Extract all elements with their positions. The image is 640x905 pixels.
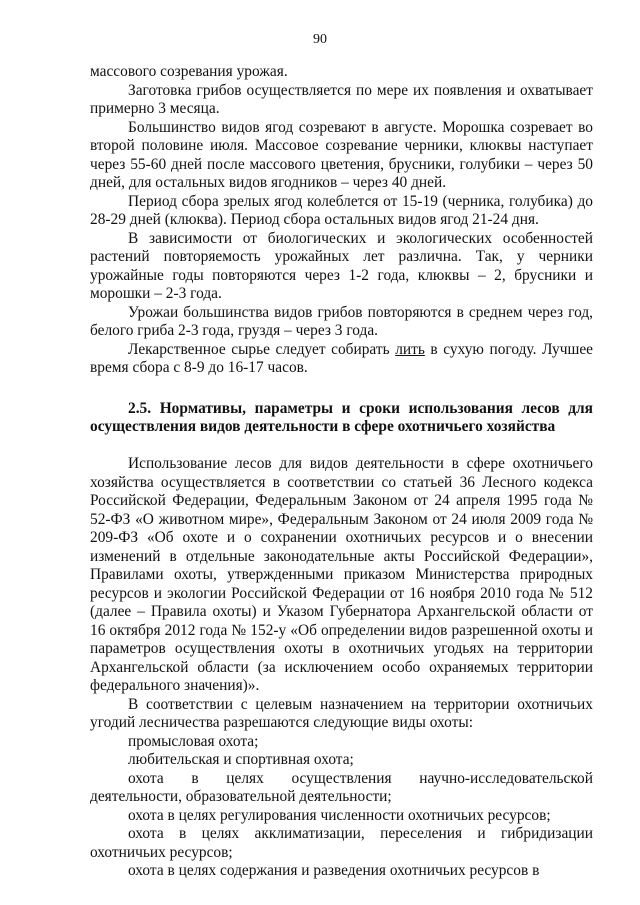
document-body xyxy=(90,63,593,881)
section-heading: 2.5. Нормативы, параметры и сроки использования лесов для осуществления видов деятельности в сфере охотничьего хозяйства xyxy=(90,399,593,435)
paragraph-mushroom-yield: Урожаи большинства видов грибов повторяются в среднем через год, белого гриба 2-3 года, груздя – через 3 года. xyxy=(90,303,593,339)
list-item: охота в целях содержания и разведения охотничьих ресурсов в xyxy=(128,862,540,879)
paragraph-mushroom-harvest: Заготовка грибов осуществляется по мере их появления и охватывает примерно 3 месяца. xyxy=(90,81,593,117)
paragraph-continuation: массового созревания урожая. xyxy=(90,63,288,80)
paragraph-medicinal-raw xyxy=(90,341,593,378)
paragraph-hunting-legal-basis: Использование лесов для видов деятельности в сфере охотничьего хозяйства осуществляется в соответствии со статьей 36 Лесного кодекса Российской Федерации, Федеральным Законом от 24 апреля 1995 года № 52-ФЗ «О животном мире», Федеральным Законом от 24 июля 2009 года № 209-ФЗ «Об охоте и о сохранении охотничьих ресурсов и о внесении изменений в отдельные законодательные акты Российской Федерации», Правилами охоты, утвержденными приказом Министерства природных ресурсов и экологии Российской Федерации от 16 ноября 2010 года № 512 (далее – Правила охоты) и Указом Губернатора Архангельской области от 16 октября 2012 года № 152-у «Об определении видов разрешенной охоты и параметров осуществления охоты в охотничьих угодьях на территории Архангельской области (за исключением особо охраняемых территории федерального значения)». xyxy=(90,455,593,694)
underlined-word: лить xyxy=(395,340,425,358)
list-item: охота в целях акклиматизации, переселения и гибридизации охотничьих ресурсов; xyxy=(90,825,593,861)
list-item: охота в целях осуществления научно-исследовательской деятельности, образовательной деятельности; xyxy=(90,769,593,805)
page-number: 90 xyxy=(313,32,327,47)
list-item: охота в целях регулирования численности охотничьих ресурсов; xyxy=(128,806,551,824)
paragraph-berry-ripening: Большинство видов ягод созревают в августе. Морошка созревает во второй половине июля. Массовое созревание черники, клюквы наступает через 55-60 дней после массового цветения, брусники, голубики – через 50 дней, для остальных видов ягодников – через 40 дней. xyxy=(90,118,593,191)
paragraph-berry-collection-period: Период сбора зрелых ягод колеблется от 15-19 (черника, голубика) до 28-29 дней (клюква). Период сбора остальных видов ягод 21-24 дня. xyxy=(90,192,593,228)
list-item: любительская и спортивная охота; xyxy=(128,751,354,768)
text-segment: в сухую погоду. Лучшее время сбора с 8-9 до 16-17 часов. xyxy=(90,340,593,376)
paragraph-hunting-types-intro: В соответствии с целевым назначением на территории охотничьих угодий лесничества разрешаются следующие виды охоты: xyxy=(90,695,593,731)
list-item: промысловая охота; xyxy=(128,732,259,750)
paragraph-harvest-recurrence: В зависимости от биологических и экологических особенностей растений повторяемость урожайных лет различна. Так, у черники урожайные годы повторяются через 1-2 года, клюквы – 2, брусники и морошки – 2-3 года. xyxy=(90,229,593,302)
text-segment: Лекарственное сырье следует собирать xyxy=(128,340,396,358)
